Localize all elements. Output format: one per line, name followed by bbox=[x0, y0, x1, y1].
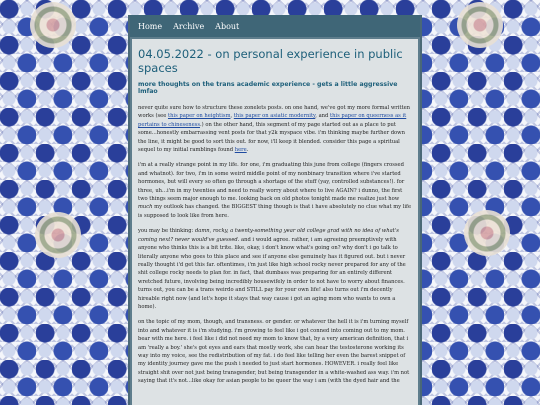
text-run: on the topic of my mom, though, and transness. or gender. or whatever the hell it is i'm turning myself into and whatever it is i'm studying. i'm growing to feel like i got conned into coming out to my mom. bear with me here. i feel like i did not need my mom to know that, by a very american definition, that i am 'really a boy.' she's got eyes and ears that mostly work, she can hear the testosterone working its way into my voice, see the redistribution of my fat. i do feel like telling her even the barest snippet of my identity journey gave me the push i needed to just start hormones. HOWEVER. i really feel like straight shit over not just being transgender, but being transgender in a white-washed ass way. i'm not saying that it's not...like okay for asian people to be queer the way i am (with the dyed hair and the bbox=[138, 319, 410, 385]
link-heightism-paper[interactable]: this paper on heightism bbox=[167, 113, 231, 120]
post-subtitle: more thoughts on the trans academic experience - gets a little aggressive lmfao bbox=[138, 81, 398, 95]
emphasis: much bbox=[138, 204, 153, 211]
text-run: , and bbox=[315, 113, 330, 120]
nav-about-link[interactable]: About bbox=[215, 21, 240, 31]
text-run: and i would agree. rather, i am agreeing preemptively with anyone who thinks this is a bit trite. like, okay, i don't know what's going on? why don't i go talk to literally anyone who goes to this place and see if anyone else genuinely has it figured out. but i never really thought i'd get this far. oftentimes, i'm just like high school rocky never prepared for any of the shit college rocky needs to plan for. in fact, that dumbass was preparing for an entirely different wretched future, involving being incredibly housewifely in order to not have to worry about finances. turns out, you can be a trans weirdo and STILL pay for your own life! also turns out i'm decently hireable right now (and let's hope it stays that way cause i got an aging mom who wants to own a home). bbox=[138, 236, 406, 310]
paragraph-1 bbox=[138, 104, 412, 154]
text-run: .) on the other hand, this segment of my page started out as a place to put some...honestly embarrassing vent posts for that y2k myspace vibe. i'm thinking maybe further down the line, it might be good to sort this out. for now, i'll keep it blended. consider this page a spiritual sequel to my initial ramblings found bbox=[138, 121, 405, 154]
flower-ornament bbox=[35, 212, 81, 258]
post-title: 04.05.2022 - on personal experience in public spaces bbox=[138, 47, 403, 75]
right-floral-decoration bbox=[432, 0, 540, 405]
flower-ornament bbox=[30, 2, 76, 48]
paragraph-2 bbox=[138, 161, 412, 220]
text-run: i'm at a really strange point in my life. for one, i'm graduating this june from college (fingers crossed and whatnot). for two, i'm in some weird middle point of my nonbinary transition where i've started hormones, but will every so often go through a shortage of the stuff (yay, controlled substances!). for three, uh...i'm in my twenties and need to really worry about where to live AGAIN? i dunno, the first two things seem major enough to me. looking back on old photos tonight made me realize just how bbox=[138, 162, 405, 203]
text-run: . bbox=[246, 147, 249, 154]
text-run: , bbox=[230, 113, 234, 120]
left-floral-decoration bbox=[0, 0, 108, 405]
top-navigation bbox=[130, 15, 420, 37]
link-here[interactable]: here bbox=[234, 147, 247, 154]
flower-ornament bbox=[457, 2, 503, 48]
nav-home-link[interactable]: Home bbox=[138, 21, 163, 31]
link-asiatic-modernity-paper[interactable]: this paper on asiatic modernity bbox=[233, 113, 316, 120]
page-container bbox=[128, 15, 422, 405]
flower-ornament bbox=[464, 210, 510, 256]
emphasis: damn, rocky, a twenty-something year old college grad with no idea of what's coming next? never would've guessed. bbox=[138, 228, 399, 243]
post-content bbox=[132, 39, 418, 405]
nav-archive-link[interactable]: Archive bbox=[173, 21, 205, 31]
text-run: my outlook has changed. the BIGGEST thing though is that i have absolutely no clue what my life is supposed to look like from here. bbox=[138, 204, 412, 219]
link-queerness-paper[interactable]: this paper on queerness as it pertains to chineseness bbox=[138, 113, 407, 128]
paragraph-3 bbox=[138, 227, 412, 311]
paragraph-4 bbox=[138, 318, 412, 385]
text-run: never quite sure how to structure these zonelets posts. on one hand, we've got my more formal written works (see bbox=[138, 105, 410, 120]
text-run: you may be thinking: bbox=[138, 228, 195, 235]
